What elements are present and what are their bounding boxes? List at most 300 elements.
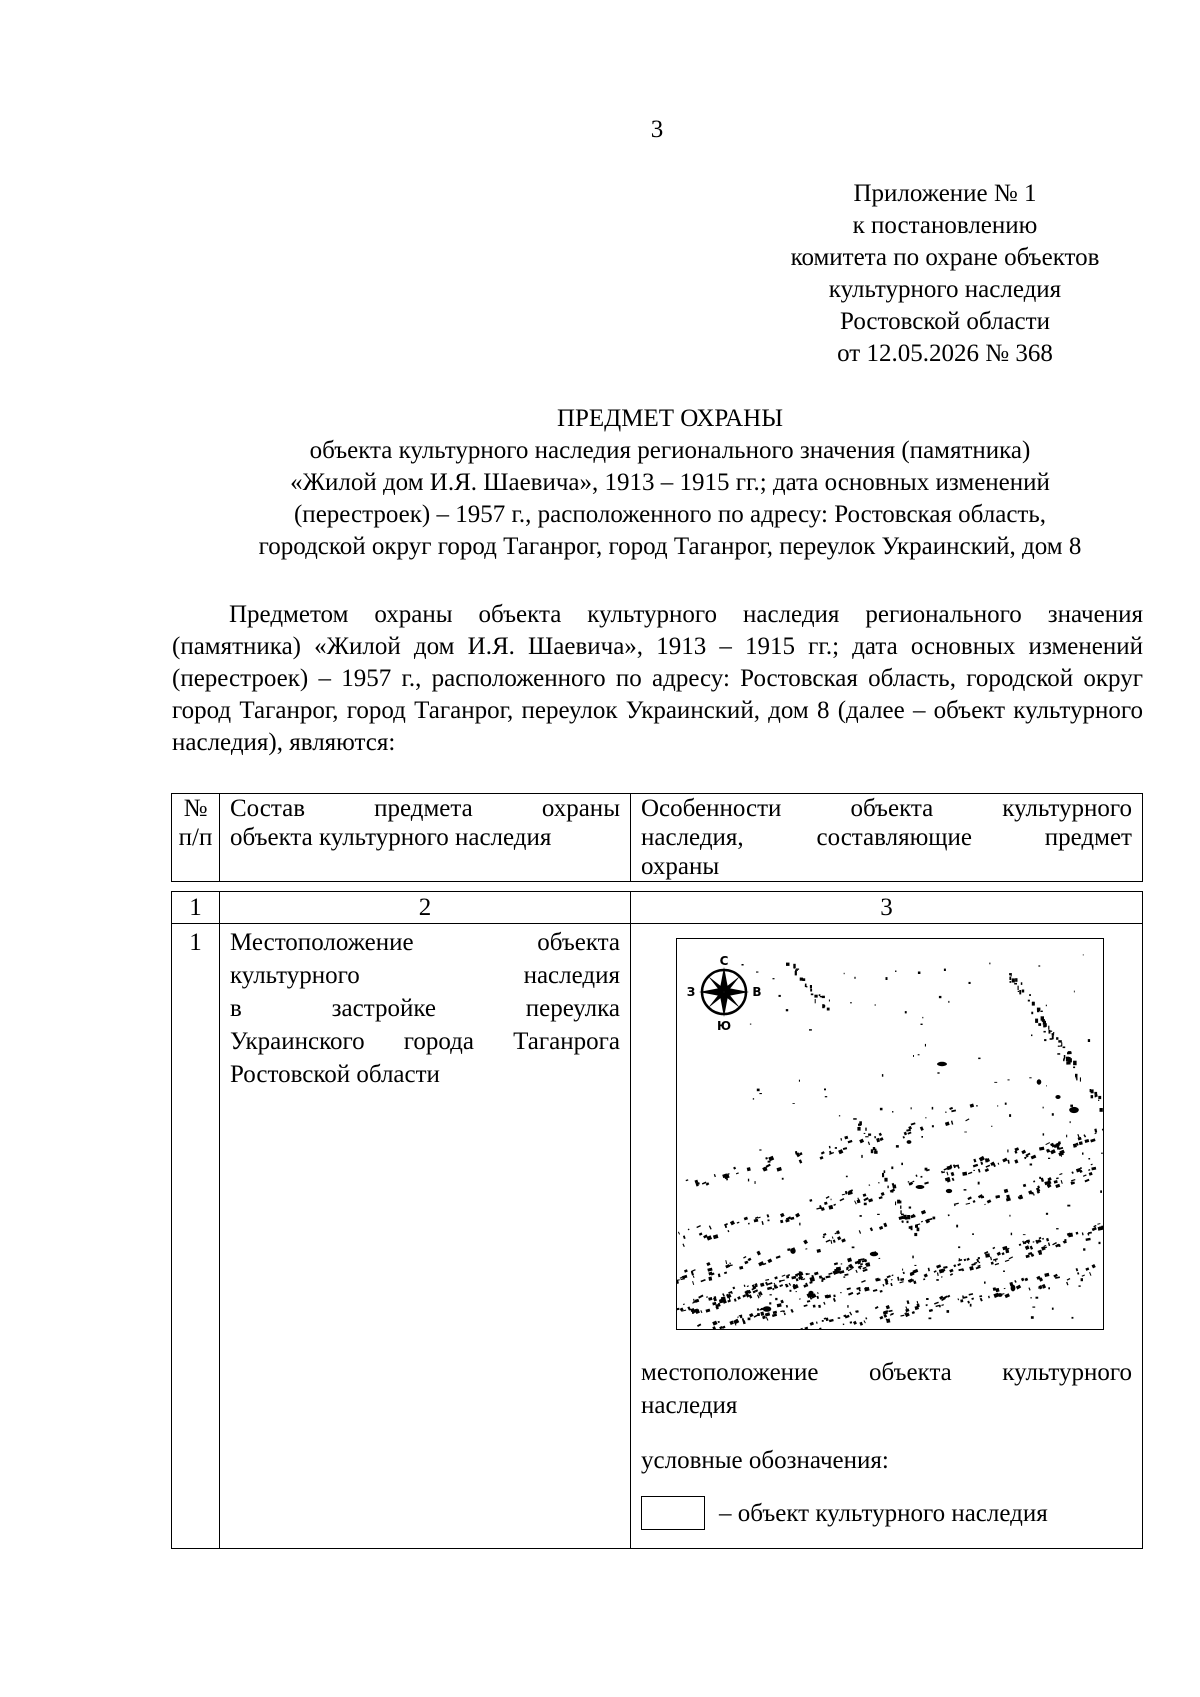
map-speckle — [1090, 1138, 1095, 1142]
map-speckle — [911, 1122, 916, 1125]
map-speckle — [823, 1302, 825, 1305]
map-speckle — [693, 1299, 695, 1302]
map-speckle — [852, 1247, 855, 1249]
map-speckle — [1009, 1256, 1013, 1259]
map-speckle — [785, 1219, 790, 1223]
map-speckle — [1004, 1288, 1006, 1289]
map-speckle — [1094, 1092, 1097, 1095]
map-speckle — [1036, 1297, 1039, 1299]
map-speckle — [822, 1004, 824, 1008]
map-speckle — [776, 1255, 781, 1258]
map-speckle — [969, 1266, 974, 1271]
map-speckle — [1093, 1225, 1096, 1227]
map-speckle — [923, 1278, 925, 1280]
map-speckle — [753, 1098, 754, 1099]
map-speckle — [924, 1182, 929, 1185]
map-speckle — [718, 1321, 720, 1323]
map-speckle — [1015, 978, 1017, 982]
map-speckle — [900, 1278, 904, 1281]
map-speckle — [1009, 973, 1012, 975]
composition-line: Ростовской области — [230, 1061, 440, 1088]
map-speckle — [868, 1134, 871, 1136]
map-speckle — [1006, 1197, 1011, 1201]
map-speckle — [995, 1195, 1000, 1198]
map-speckle — [744, 1261, 748, 1265]
map-speckle — [828, 1205, 833, 1210]
map-speckle — [847, 1287, 851, 1290]
map-speckle — [864, 1320, 866, 1323]
map-speckle — [1021, 1150, 1026, 1155]
map-speckle — [712, 1326, 716, 1329]
map-speckle — [688, 1229, 690, 1231]
map-speckle — [1067, 1052, 1070, 1054]
map-speckle — [973, 1170, 975, 1171]
map-speckle — [789, 1283, 791, 1286]
map-speckle — [887, 1275, 891, 1278]
header-text: Состав предмета охраны — [230, 795, 620, 822]
map-speckle — [768, 1156, 774, 1162]
map-speckle — [1040, 1011, 1042, 1012]
map-speckle — [1032, 1307, 1035, 1308]
map-speckle — [808, 1291, 814, 1298]
map-speckle — [879, 1137, 883, 1141]
map-speckle — [861, 1155, 862, 1158]
map-speckle — [1088, 1039, 1090, 1042]
map-speckle — [901, 1163, 903, 1165]
map-speckle — [997, 1252, 1001, 1256]
map-speckle — [767, 1259, 772, 1264]
map-speckle — [1098, 1096, 1101, 1099]
map-speckle — [971, 1298, 974, 1300]
compass-south-label: Ю — [716, 1019, 732, 1033]
map-speckle — [985, 1253, 990, 1258]
map-speckle — [708, 1297, 712, 1301]
map-speckle — [1063, 1047, 1066, 1049]
map-speckle — [1048, 1287, 1050, 1289]
map-speckle — [973, 1164, 978, 1168]
map-speckle — [722, 1293, 725, 1296]
map-speckle — [678, 1232, 680, 1235]
map-speckle — [839, 1270, 844, 1274]
map-speckle — [941, 1304, 944, 1306]
map-speckle — [708, 1277, 712, 1281]
map-speckle — [756, 972, 758, 973]
map-speckle — [1067, 1278, 1071, 1281]
map-speckle — [860, 1215, 862, 1217]
map-speckle — [905, 1217, 908, 1220]
page-number: 3 — [650, 116, 664, 143]
map-speckle — [824, 1089, 826, 1091]
map-speckle — [774, 1276, 778, 1279]
title-line: городской округ город Таганрог, город Таганрог, переулок Украинский, дом 8 — [258, 533, 1082, 560]
map-speckle — [790, 1217, 794, 1220]
composition-line: культурного наследия — [230, 962, 620, 989]
map-speckle — [805, 985, 806, 987]
map-speckle — [877, 1214, 880, 1215]
map-speckle — [932, 1125, 934, 1127]
map-speckle — [988, 1296, 990, 1299]
map-speckle — [957, 1298, 959, 1300]
map-speckle — [925, 1168, 928, 1171]
map-speckle — [884, 1178, 887, 1182]
map-speckle — [849, 1312, 852, 1316]
map-speckle — [714, 1174, 716, 1177]
map-speckle — [1052, 1035, 1053, 1038]
map-speckle — [957, 1263, 961, 1266]
map-speckle — [809, 1199, 812, 1202]
map-speckle — [948, 1214, 950, 1216]
map-speckle — [907, 1300, 910, 1304]
map-speckle — [992, 1247, 995, 1249]
map-speckle — [737, 1296, 741, 1300]
appendix-line: к постановлению — [852, 212, 1038, 239]
map-speckle — [1097, 1223, 1100, 1225]
map-speckle — [826, 1196, 830, 1199]
map-speckle — [991, 1262, 994, 1265]
map-speckle — [783, 1311, 785, 1313]
map-speckle — [1028, 1000, 1030, 1002]
map-speckle — [1059, 1173, 1062, 1175]
map-speckle — [777, 1167, 782, 1172]
map-speckle — [1072, 1317, 1074, 1319]
map-speckle — [914, 1265, 916, 1266]
map-speckle — [823, 1233, 827, 1236]
map-speckle — [906, 1129, 911, 1132]
map-speckle — [895, 971, 896, 973]
map-speckle — [814, 995, 817, 998]
map-speckle — [759, 1093, 762, 1094]
map-speckle — [1086, 1238, 1091, 1241]
map-speckle — [820, 1156, 824, 1160]
location-map — [676, 938, 1104, 1330]
map-speckle — [729, 1321, 734, 1325]
map-speckle — [790, 1290, 792, 1292]
map-speckle — [987, 1199, 992, 1203]
map-speckle — [909, 1207, 911, 1209]
map-speckle — [807, 1300, 811, 1303]
map-speckle — [842, 1194, 845, 1196]
map-speckle — [1033, 1180, 1035, 1182]
map-speckle — [748, 1179, 749, 1182]
map-speckle — [1014, 1150, 1017, 1153]
map-speckle — [1088, 1158, 1090, 1160]
map-speckle — [990, 1257, 992, 1261]
map-speckle — [840, 1198, 845, 1201]
map-speckle — [895, 1202, 896, 1206]
compass-east-label: В — [752, 985, 762, 999]
map-speckle — [1056, 1037, 1058, 1040]
map-speckle — [1061, 1180, 1063, 1184]
map-speckle — [890, 1283, 892, 1286]
map-speckle — [1043, 1133, 1045, 1135]
map-speckle — [743, 1256, 746, 1259]
map-speckle — [1021, 982, 1023, 985]
map-speckle — [970, 1103, 975, 1107]
map-speckle — [1031, 1155, 1037, 1160]
map-speckle — [840, 1292, 841, 1293]
map-speckle — [863, 1193, 867, 1197]
map-speckle — [747, 1167, 751, 1171]
map-speckle — [922, 1017, 923, 1018]
map-speckle — [984, 1282, 986, 1284]
header-composition-cell — [220, 794, 631, 882]
map-speckle — [768, 1220, 770, 1222]
map-speckle — [964, 1132, 967, 1133]
map-speckle — [873, 1289, 878, 1292]
map-speckle — [874, 1136, 876, 1138]
map-speckle — [952, 1178, 955, 1181]
map-speckle — [1031, 1316, 1034, 1319]
map-speckle — [920, 1176, 922, 1178]
map-speckle — [970, 1304, 972, 1307]
map-speckle — [1018, 986, 1019, 990]
map-speckle — [929, 1309, 933, 1312]
map-speckle — [844, 973, 845, 974]
map-speckle — [795, 1213, 800, 1218]
map-speckle — [879, 1133, 882, 1137]
map-speckle — [1082, 1153, 1084, 1155]
map-speckle — [921, 1221, 923, 1223]
map-speckle — [760, 1312, 764, 1316]
map-speckle — [951, 1172, 955, 1176]
map-speckle — [870, 1227, 873, 1231]
map-speckle — [979, 1262, 981, 1263]
map-speckle — [683, 1235, 686, 1239]
map-speckle — [1068, 1057, 1071, 1061]
map-speckle — [790, 1248, 795, 1254]
map-speckle — [699, 1232, 703, 1235]
map-speckle — [1101, 1226, 1103, 1227]
map-speckle — [1061, 1155, 1062, 1157]
map-speckle — [911, 1226, 913, 1231]
map-speckle — [892, 1184, 896, 1188]
map-speckle — [765, 1279, 769, 1281]
map-speckle — [1091, 1167, 1096, 1171]
map-speckle — [803, 1239, 808, 1244]
map-speckle — [1060, 1045, 1061, 1047]
map-speckle — [865, 1317, 867, 1319]
map-speckle — [1074, 991, 1075, 993]
map-speckle — [1080, 1077, 1081, 1081]
map-speckle — [1022, 990, 1024, 993]
map-speckle — [892, 1190, 894, 1192]
map-speckle — [915, 1225, 918, 1228]
map-speckle — [780, 1213, 785, 1218]
map-speckle — [698, 1295, 703, 1299]
map-speckle — [1085, 1139, 1090, 1143]
map-speckle — [882, 1074, 883, 1077]
map-speckle — [954, 1203, 959, 1205]
map-speckle — [891, 1279, 893, 1281]
map-speckle — [1099, 1242, 1101, 1244]
map-speckle — [840, 1138, 842, 1141]
map-speckle — [844, 1136, 848, 1140]
map-speckle — [925, 1304, 927, 1306]
map-speckle — [848, 1292, 853, 1296]
map-speckle — [1043, 1107, 1044, 1109]
map-speckle — [772, 1313, 777, 1317]
map-speckle — [755, 1216, 758, 1219]
map-speckle — [750, 1024, 751, 1025]
map-speckle — [901, 1220, 904, 1223]
map-speckle — [908, 1181, 910, 1183]
map-speckle — [917, 1228, 920, 1232]
map-speckle — [966, 1258, 969, 1261]
features-cell — [631, 924, 1143, 1549]
appendix-line: культурного наследия — [828, 276, 1062, 303]
document-title — [170, 403, 1170, 563]
map-speckle — [799, 1298, 801, 1300]
map-speckle — [870, 1252, 878, 1257]
map-speckle — [1003, 1271, 1005, 1273]
compass-west-label: З — [686, 985, 696, 999]
map-speckle — [777, 1303, 782, 1307]
map-speckle — [909, 1182, 912, 1185]
map-speckle — [1064, 1055, 1066, 1058]
map-speckle — [1056, 1228, 1059, 1229]
map-speckle — [978, 1169, 981, 1173]
column-number-row — [172, 892, 1143, 924]
legend-item — [641, 1493, 1132, 1533]
map-speckle — [864, 1287, 870, 1292]
map-speckle — [779, 1284, 783, 1287]
map-speckle — [1030, 1297, 1031, 1298]
map-speckle — [684, 1269, 688, 1272]
map-speckle — [1039, 1147, 1044, 1151]
map-speckle — [725, 1260, 727, 1264]
map-speckle — [918, 1054, 920, 1055]
map-speckle — [765, 1157, 768, 1160]
map-speckle — [1048, 1242, 1050, 1246]
map-speckle — [865, 1128, 866, 1131]
map-speckle — [1067, 1205, 1070, 1207]
map-speckle — [847, 1258, 852, 1263]
map-speckle — [744, 1217, 748, 1221]
map-speckle — [1009, 1215, 1010, 1217]
map-speckle — [1019, 990, 1021, 994]
map-speckle — [939, 996, 942, 998]
map-speckle — [1039, 1237, 1042, 1240]
map-speckle — [1089, 1272, 1091, 1276]
map-speckle — [997, 1105, 998, 1106]
map-speckle — [1102, 1128, 1103, 1132]
map-speckle — [816, 1207, 821, 1209]
map-speckle — [739, 1266, 743, 1270]
map-speckle — [1066, 1061, 1068, 1064]
map-speckle — [995, 1263, 999, 1265]
map-speckle — [921, 1136, 923, 1138]
map-speckle — [949, 1269, 953, 1273]
map-speckle — [951, 1109, 956, 1112]
map-speckle — [1042, 1019, 1045, 1022]
map-speckle — [799, 1223, 800, 1226]
map-speckle — [712, 1321, 717, 1326]
map-speckle — [1073, 1067, 1075, 1069]
map-speckle — [859, 1322, 863, 1326]
map-speckle — [726, 1178, 728, 1180]
map-speckle — [709, 1225, 712, 1229]
intro-paragraph: Предметом охраны объекта культурного наследия регионального значения (памятника) «Жилой дом И.Я. Шаевича», 1913 – 1915 гг.; дата основных изменений (перестроек) – 1957 г., расположенного по адресу: Ростовская область, городской округ город Таганрог, город Таганрог, переулок Украинский, дом 8 (далее – объект культурного наследия), являются: — [172, 601, 1143, 756]
map-speckle — [1044, 1031, 1046, 1033]
map-speckle — [926, 1298, 929, 1300]
map-speckle — [769, 1302, 771, 1304]
map-speckle — [853, 1118, 857, 1120]
map-speckle — [956, 1225, 958, 1228]
map-speckle — [973, 1200, 976, 1203]
map-speckle — [913, 1280, 916, 1284]
title-heading: ПРЕДМЕТ ОХРАНЫ — [556, 405, 784, 432]
map-speckle — [1070, 1105, 1073, 1107]
map-speckle — [794, 966, 795, 969]
map-speckle — [855, 1270, 857, 1273]
map-speckle — [978, 1257, 980, 1259]
map-speckle — [818, 1305, 821, 1308]
map-speckle — [1088, 1169, 1090, 1171]
map-speckle — [784, 1313, 786, 1316]
composition-line: Местоположение объекта — [230, 929, 620, 956]
map-speckle — [1048, 1158, 1050, 1159]
map-speckle — [980, 1162, 983, 1165]
legend-box-icon — [641, 1496, 705, 1530]
map-speckle — [1041, 1178, 1044, 1182]
map-speckle — [913, 1055, 914, 1057]
map-speckle — [859, 1230, 861, 1234]
map-speckle — [1011, 1285, 1016, 1292]
map-speckle — [1021, 1278, 1025, 1282]
map-speckle — [823, 1236, 825, 1238]
map-speckle — [841, 1263, 843, 1264]
map-speckle — [854, 977, 855, 979]
map-speckle — [1037, 1008, 1041, 1011]
column-number: 3 — [631, 892, 1143, 924]
map-speckle — [706, 1262, 710, 1266]
map-speckle — [822, 1320, 824, 1322]
compass-rose-icon — [687, 954, 762, 1033]
map-speckle — [1091, 1164, 1093, 1166]
map-speckle — [1090, 1089, 1091, 1092]
map-speckle — [944, 1168, 949, 1171]
map-speckle — [1044, 1245, 1047, 1247]
map-speckle — [786, 1009, 788, 1011]
header-number-cell — [172, 794, 220, 882]
map-speckle — [782, 1178, 784, 1180]
map-speckle — [701, 1279, 706, 1282]
map-speckle — [702, 1182, 707, 1185]
map-speckle — [1014, 1147, 1019, 1151]
map-speckle — [850, 1002, 852, 1003]
map-speckle — [921, 1024, 923, 1025]
map-speckle — [845, 1191, 848, 1195]
map-speckle — [1095, 1095, 1097, 1097]
map-speckle — [980, 1298, 983, 1302]
map-speckle — [1077, 1134, 1079, 1138]
map-speckle — [1029, 994, 1031, 996]
map-speckle — [747, 1285, 749, 1287]
map-speckle — [947, 1310, 950, 1313]
map-speckle — [1100, 1190, 1102, 1193]
map-speckle — [795, 971, 797, 975]
map-speckle — [1031, 1012, 1033, 1015]
map-speckle — [780, 1220, 783, 1224]
map-speckle — [1052, 1113, 1054, 1116]
map-speckle — [950, 1273, 953, 1276]
map-speckle — [903, 1136, 905, 1139]
map-speckle — [1076, 1232, 1079, 1235]
map-speckle — [863, 1197, 868, 1201]
map-speckle — [733, 1319, 739, 1325]
map-speckle — [780, 1300, 784, 1304]
map-speckle — [826, 1275, 831, 1278]
